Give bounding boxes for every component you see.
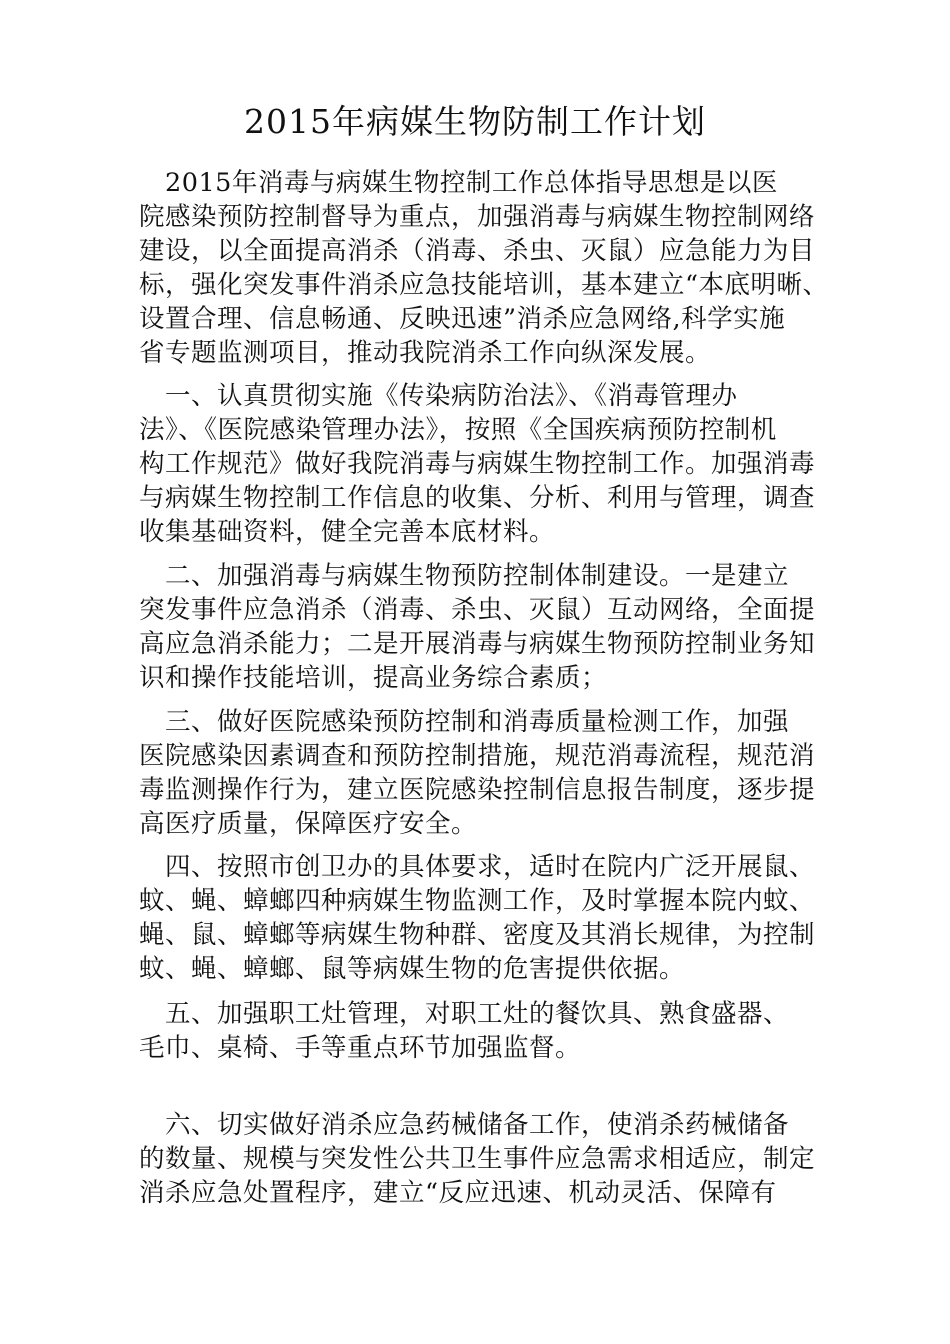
- text-line: 法》、《医院感染管理办法》，按照《全国疾病预防控制机: [139, 415, 777, 445]
- text-line: 设置合理、信息畅通、反映迅速”消杀应急网络,科学实施: [139, 304, 786, 334]
- paragraph-intro: [139, 166, 829, 370]
- text-line: 构工作规范》做好我院消毒与病媒生物控制工作。加强消毒: [139, 449, 816, 479]
- text-line: 突发事件应急消杀（消毒、杀虫、灭鼠）互动网络，全面提: [139, 595, 816, 625]
- text-line: 毒监测操作行为，建立医院感染控制信息报告制度，逐步提: [139, 775, 816, 805]
- text-line: 消杀应急处置程序，建立“反应迅速、机动灵活、保障有: [139, 1178, 777, 1208]
- text-line: 建设，以全面提高消杀（消毒、杀虫、灭鼠）应急能力为目: [139, 236, 816, 266]
- text-line: 高应急消杀能力；二是开展消毒与病媒生物预防控制业务知: [139, 629, 816, 659]
- paragraph-item-6: [139, 1108, 815, 1210]
- text-line: 毛巾、桌椅、手等重点环节加强监督。: [139, 1033, 582, 1063]
- paragraph-item-2: [139, 559, 815, 695]
- text-line: 2015年消毒与病媒生物控制工作总体指导思想是以医: [139, 168, 778, 198]
- text-line: 医院感染因素调查和预防控制措施，规范消毒流程，规范消: [139, 741, 816, 771]
- text-line: 识和操作技能培训，提高业务综合素质；: [139, 663, 608, 693]
- text-line: 收集基础资料，健全完善本底材料。: [139, 517, 556, 547]
- paragraph-item-1: [139, 379, 815, 549]
- paragraph-item-4: [139, 850, 815, 986]
- text-line: 一、认真贯彻实施《传染病防治法》、《消毒管理办: [139, 381, 738, 411]
- text-line: 六、切实做好消杀应急药械储备工作，使消杀药械储备: [139, 1110, 790, 1140]
- text-line: 与病媒生物控制工作信息的收集、分析、利用与管理，调查: [139, 483, 816, 513]
- text-line: 蚊、蝇、蟑螂、鼠等病媒生物的危害提供依据。: [139, 954, 686, 984]
- text-line: 的数量、规模与突发性公共卫生事件应急需求相适应，制定: [139, 1144, 816, 1174]
- text-line: 蚊、蝇、蟑螂四种病媒生物监测工作，及时掌握本院内蚊、: [139, 886, 816, 916]
- text-line: 二、加强消毒与病媒生物预防控制体制建设。一是建立: [139, 561, 790, 591]
- text-line: 省专题监测项目，推动我院消杀工作向纵深发展。: [139, 338, 712, 368]
- text-line: 四、按照市创卫办的具体要求，适时在院内广泛开展鼠、: [139, 852, 816, 882]
- text-line: 蝇、鼠、蟑螂等病媒生物种群、密度及其消长规律，为控制: [139, 920, 816, 950]
- text-line: 院感染预防控制督导为重点，加强消毒与病媒生物控制网络: [139, 202, 816, 232]
- text-line: 三、做好医院感染预防控制和消毒质量检测工作，加强: [139, 707, 790, 737]
- text-line: 高医疗质量，保障医疗安全。: [139, 809, 478, 839]
- text-line: 五、加强职工灶管理，对职工灶的餐饮具、熟食盛器、: [139, 999, 790, 1029]
- document-title: 2015年病媒生物防制工作计划: [244, 102, 706, 141]
- paragraph-item-3: [139, 705, 815, 841]
- text-line: 标，强化突发事件消杀应急技能培训，基本建立“本底明晰、: [139, 270, 829, 300]
- paragraph-item-5: [139, 997, 789, 1065]
